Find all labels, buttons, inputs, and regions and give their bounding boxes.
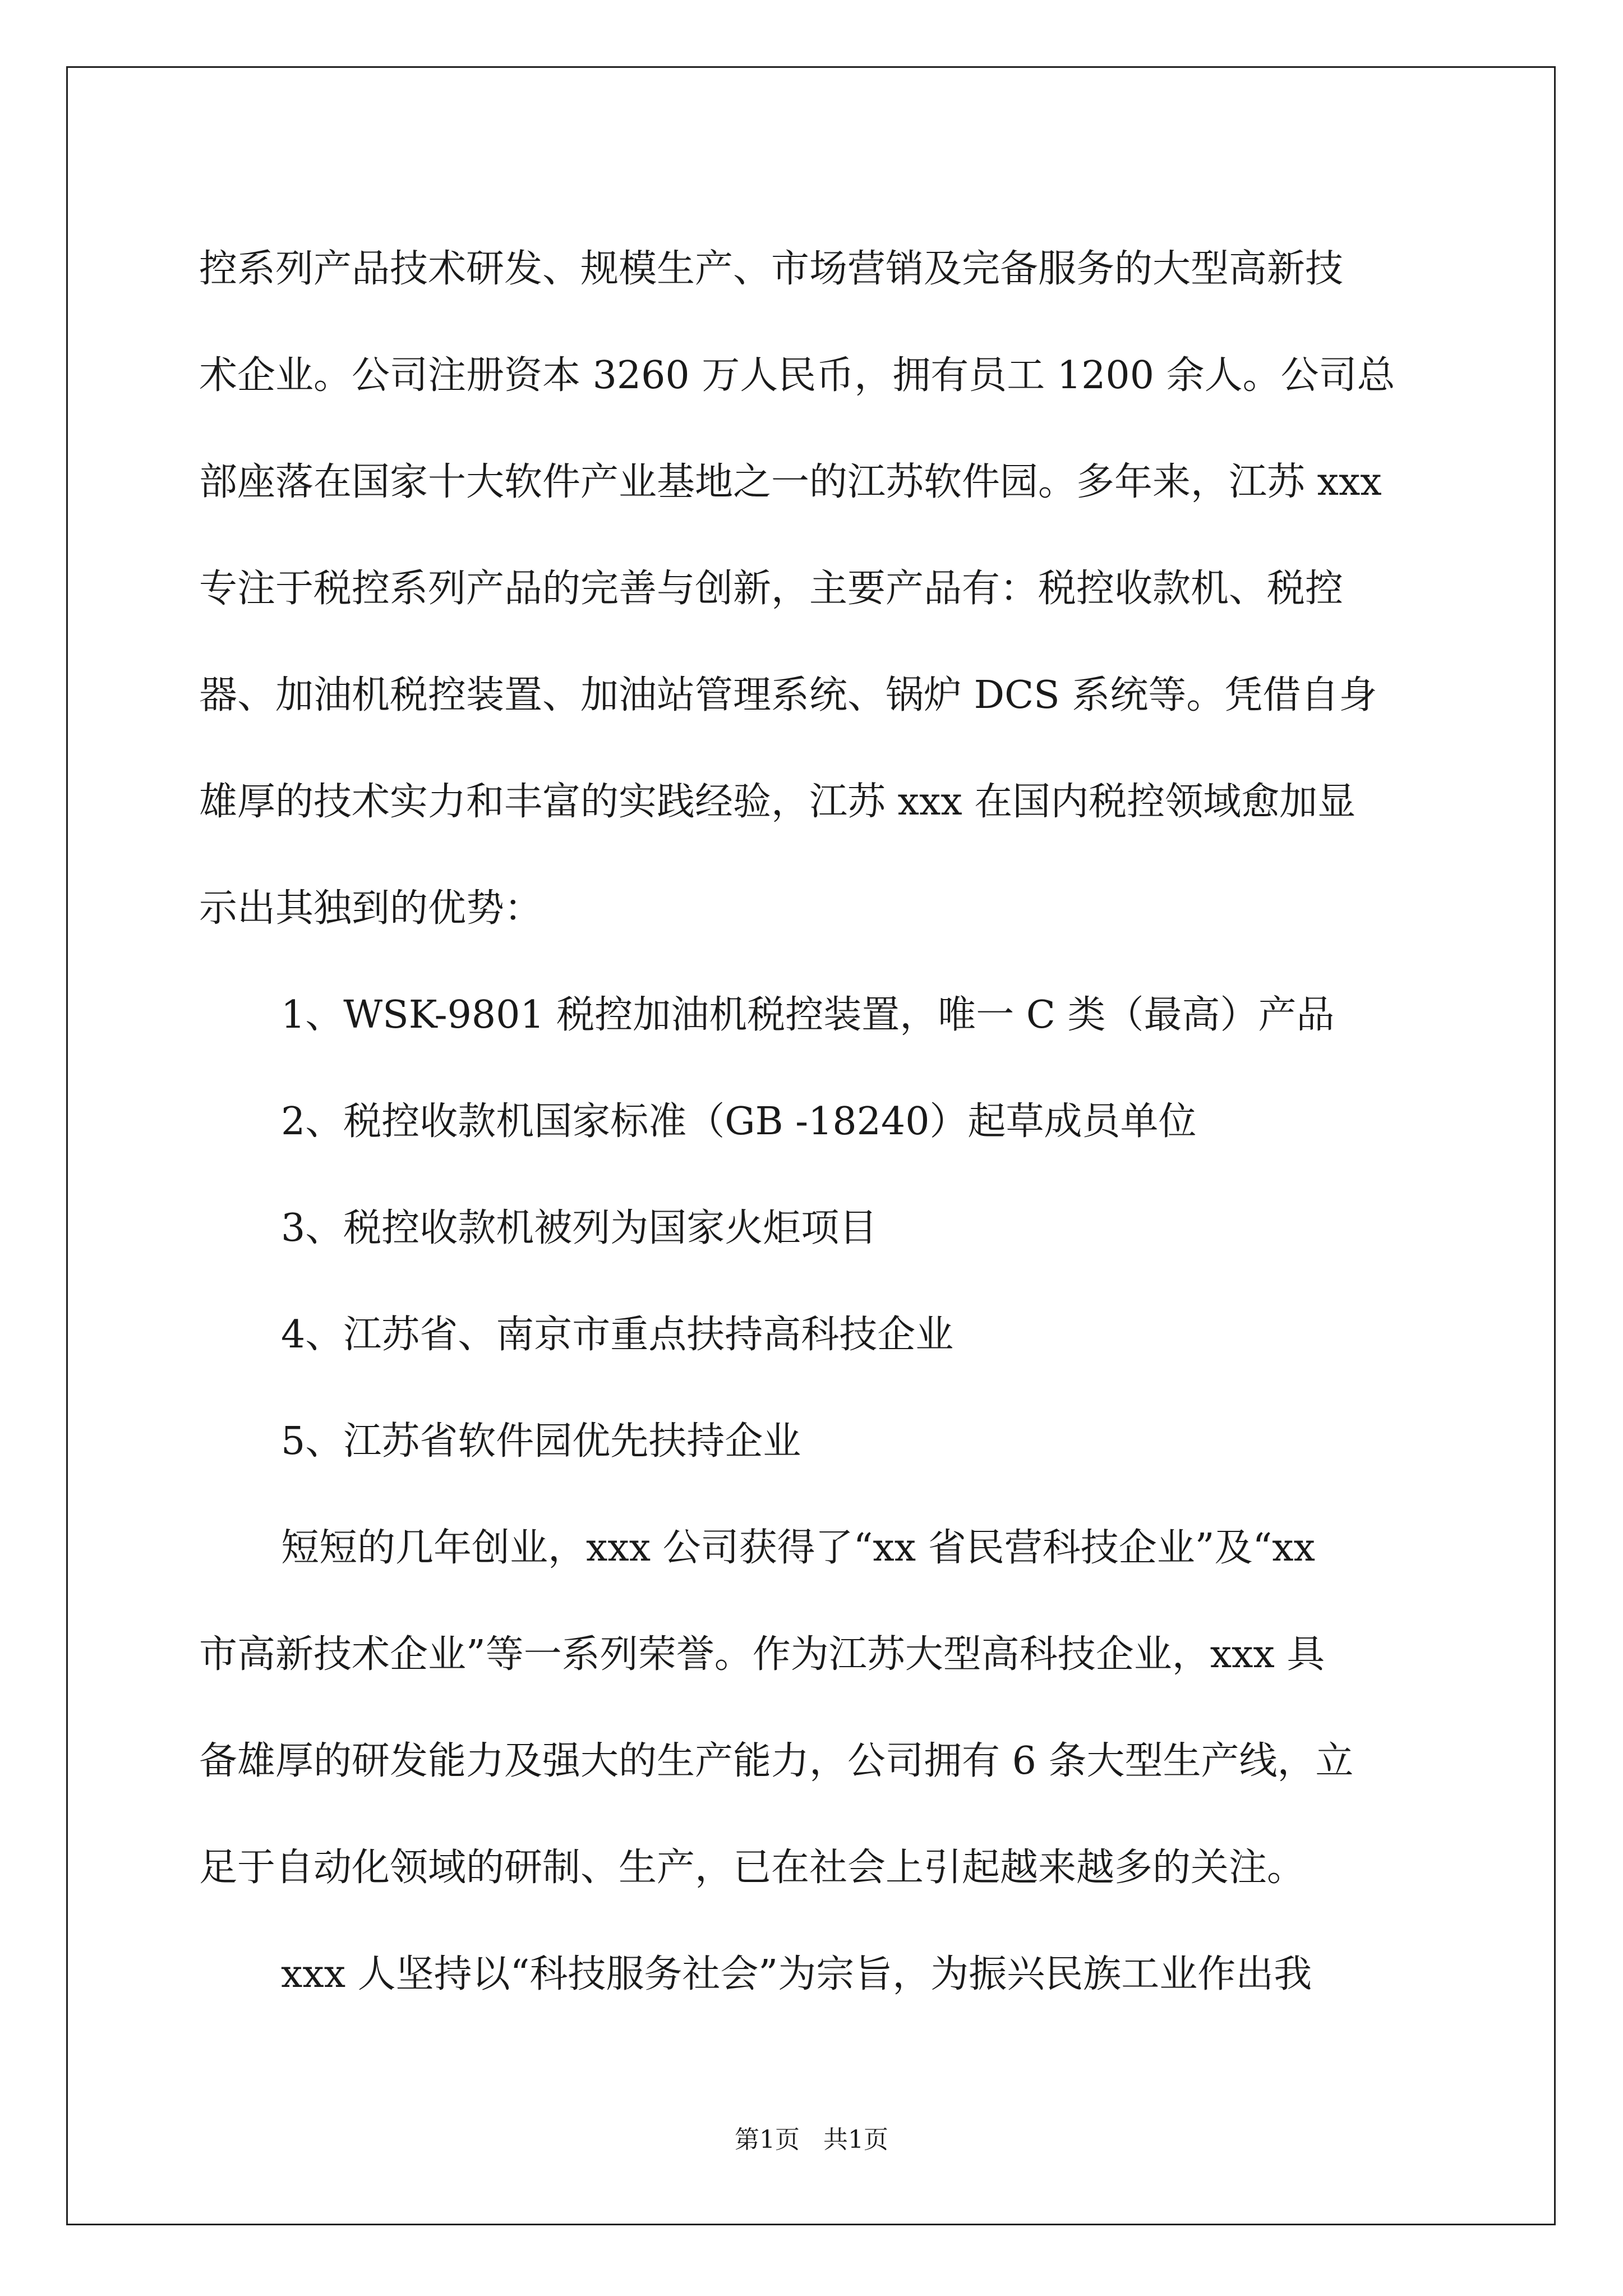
list-item-2: 2、税控收款机国家标准（GB -18240）起草成员单位: [281, 1099, 1197, 1144]
text-line-3: 部座落在国家十大软件产业基地之一的江苏软件园。多年来，江苏 xxx: [199, 460, 1382, 504]
list-item-4: 4、江苏省、南京市重点扶持高科技企业: [281, 1313, 954, 1357]
text-line-17: xxx 人坚持以“科技服务社会”为宗旨，为振兴民族工业作出我: [281, 1952, 1312, 1996]
list-item-1: 1、WSK-9801 税控加油机税控装置，唯一 C 类（最高）产品: [281, 993, 1335, 1037]
text-line-16: 足于自动化领域的研制、生产，已在社会上引起越来越多的关注。: [199, 1846, 1306, 1890]
text-line-6: 雄厚的技术实力和丰富的实践经验，江苏 xxx 在国内税控领域愈加显: [199, 780, 1356, 824]
text-line-5: 器、加油机税控装置、加油站管理系统、锅炉 DCS 系统等。凭借自身: [199, 673, 1377, 717]
text-line-2: 术企业。公司注册资本 3260 万人民币，拥有员工 1200 余人。公司总: [199, 353, 1395, 398]
text-line-7: 示出其独到的优势：: [199, 886, 543, 931]
document-body: [199, 216, 1423, 2028]
text-line-14: 市高新技术企业”等一系列荣誉。作为江苏大型高科技企业，xxx 具: [199, 1632, 1325, 1677]
text-line-4: 专注于税控系列产品的完善与创新，主要产品有：税控收款机、税控: [199, 567, 1344, 611]
page-number-footer: 第1页 共1页: [735, 2125, 888, 2154]
text-line-15: 备雄厚的研发能力及强大的生产能力，公司拥有 6 条大型生产线，立: [199, 1739, 1354, 1783]
text-line-13: 短短的几年创业，xxx 公司获得了“xx 省民营科技企业”及“xx: [281, 1526, 1315, 1570]
list-item-5: 5、江苏省软件园优先扶持企业: [281, 1419, 801, 1464]
list-item-3: 3、税控收款机被列为国家火炬项目: [281, 1206, 878, 1250]
text-line-1: 控系列产品技术研发、规模生产、市场营销及完备服务的大型高新技: [199, 247, 1344, 291]
